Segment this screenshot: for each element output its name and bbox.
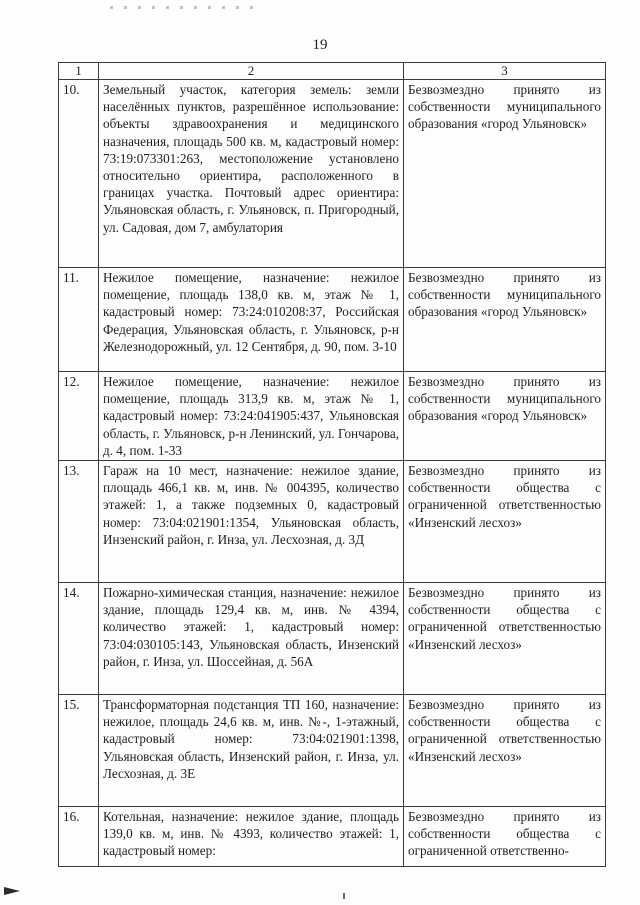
row-basis: Безвозмездно принято из собственности муниципального образования «город Ульяновск» (404, 80, 606, 268)
header-col-description: 2 (99, 63, 404, 80)
header-col-number: 1 (59, 63, 99, 80)
row-number: 15. (59, 695, 99, 807)
row-number: 13. (59, 461, 99, 583)
row-basis: Безвозмездно принято из собственности общества с ограниченной ответственно- (404, 807, 606, 867)
row-description: Пожарно-химическая станция, назначение: нежилое здание, площадь 129,4 кв. м, инв. № 4394, количество этажей: 1, кадастровый номер: 73:04:030105:143, Ульяновская область, Инзенский район, г. Инза, ул. Шоссейная, д. 56А (99, 583, 404, 695)
row-description: Гараж на 10 мест, назначение: нежилое здание, площадь 466,1 кв. м, инв. № 004395, количество этажей: 1, а также подземных 0, кадастровый номер: 73:04:021901:1354, Ульяновская область, Инзенский район, г. Инза, ул. Лесхозная, д. 3Д (99, 461, 404, 583)
header-col-basis: 3 (404, 63, 606, 80)
table-row (59, 80, 606, 268)
scan-artifact (110, 6, 260, 9)
table-row (59, 695, 606, 807)
row-number: 11. (59, 268, 99, 372)
table-row (59, 583, 606, 695)
row-number: 12. (59, 372, 99, 461)
table-row (59, 807, 606, 867)
row-basis: Безвозмездно принято из собственности общества с ограниченной ответственностью «Инзенский лесхоз» (404, 583, 606, 695)
row-number: 10. (59, 80, 99, 268)
table-row (59, 461, 606, 583)
table-row (59, 372, 606, 461)
row-description: Трансформаторная подстанция ТП 160, назначение: нежилое, площадь 24,6 кв. м, инв. №-, 1-этажный, кадастровый номер: 73:04:021901:1398, Ульяновская область, Инзенский район, г. Инза, ул. Лесхозная, д. 3Е (99, 695, 404, 807)
row-description: Котельная, назначение: нежилое здание, площадь 139,0 кв. м, инв. № 4393, количество этажей: 1, кадастровый номер: (99, 807, 404, 867)
row-basis: Безвозмездно принято из собственности муниципального образования «город Ульяновск» (404, 268, 606, 372)
row-basis: Безвозмездно принято из собственности муниципального образования «город Ульяновск» (404, 372, 606, 461)
row-description: Нежилое помещение, назначение: нежилое помещение, площадь 138,0 кв. м, этаж № 1, кадастровый номер: 73:24:010208:37, Российская Федерация, Ульяновская область, г. Ульяновск, р-н Железнодорожный, ул. 12 Сентября, д. 90, пом. 3-10 (99, 268, 404, 372)
scan-corner-mark (4, 887, 20, 895)
row-number: 16. (59, 807, 99, 867)
property-table (58, 62, 606, 867)
table-row (59, 268, 606, 372)
row-basis: Безвозмездно принято из собственности общества с ограниченной ответственностью «Инзенский лесхоз» (404, 461, 606, 583)
row-description: Нежилое помещение, назначение: нежилое помещение, площадь 313,9 кв. м, этаж № 1, кадастровый номер: 73:24:041905:437, Ульяновская область, г. Ульяновск, р-н Ленинский, ул. Гончарова, д. 4, пом. 1-33 (99, 372, 404, 461)
page-number: 19 (312, 37, 328, 53)
table-header-row (59, 63, 606, 80)
scan-artifact (343, 893, 345, 899)
row-number: 14. (59, 583, 99, 695)
row-basis: Безвозмездно принято из собственности общества с ограниченной ответственностью «Инзенский лесхоз» (404, 695, 606, 807)
row-description: Земельный участок, категория земель: земли населённых пунктов, разрешённое использование: объекты здравоохранения и медицинского назначения, площадь 500 кв. м, кадастровый номер: 73:19:073301:263, местоположение установлено относительно ориентира, расположенного в границах участка. Почтовый адрес ориентира: Ульяновская область, г. Ульяновск, п. Пригородный, ул. Садовая, дом 7, амбулатория (99, 80, 404, 268)
